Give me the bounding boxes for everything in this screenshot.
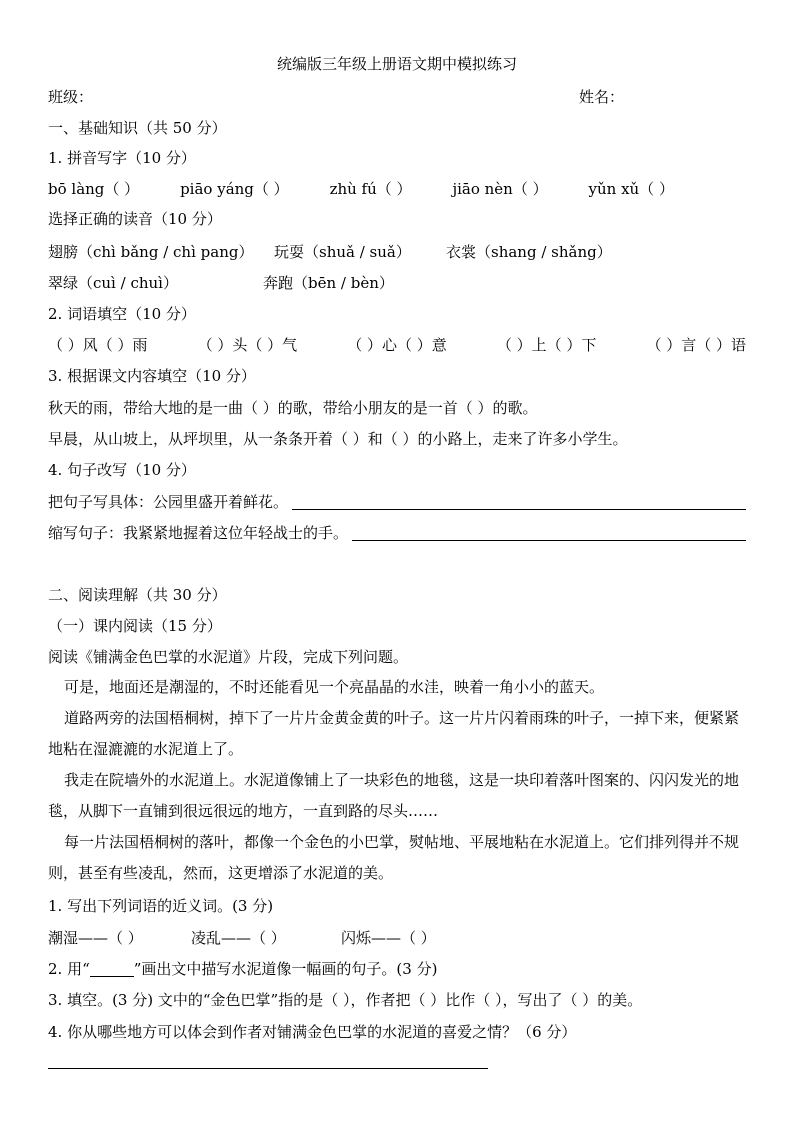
underline-mark (90, 962, 134, 977)
idiom-row (48, 333, 746, 357)
pinyin-item: jiāo nèn（ ） (452, 180, 548, 198)
section-2-heading: 二、阅读理解（共 30 分） (48, 586, 227, 604)
question-3-title: 3. 根据课文内容填空（10 分） (48, 367, 256, 385)
synonym-row (48, 926, 746, 950)
rewrite-row-1 (48, 490, 746, 514)
class-label: 班级： (48, 88, 94, 106)
name-label: 姓名： (578, 88, 624, 106)
fill-sentence-2: 早晨，从山坡上，从坪坝里，从一条条开着（ ）和（ ）的小路上，走来了许多小学生。 (48, 430, 628, 448)
reading-question-1: 1. 写出下列词语的近义词。(3 分) (48, 897, 274, 915)
answer-line[interactable] (292, 495, 746, 510)
idiom-item: （ ）上（ ）下 (496, 336, 597, 354)
rewrite-prompt-1: 把句子写具体：公园里盛开着鲜花。 (48, 493, 289, 511)
select-reading-title: 选择正确的读音（10 分） (48, 210, 222, 228)
section-1-heading: 一、基础知识（共 50 分） (48, 119, 227, 137)
page-title: 统编版三年级上册语文期中模拟练习 (276, 55, 517, 73)
subsection-1-title: （一）课内阅读（15 分） (48, 617, 222, 635)
passage-paragraph-4: 每一片法国梧桐树的落叶，都像一个金色的小巴掌，熨帖地、平展地粘在水泥道上。它们排列得并不规则，甚至有些凌乱，然而，这更增添了水泥道的美。 (48, 833, 740, 882)
passage-paragraph-3: 我走在院墙外的水泥道上。水泥道像铺上了一块彩色的地毯，这是一块印着落叶图案的、闪闪发光的地毯，从脚下一直铺到很远很远的地方，一直到路的尽头…… (48, 771, 740, 820)
question-4-title: 4. 句子改写（10 分） (48, 461, 196, 479)
rq2-prefix: 2. 用“ (48, 960, 90, 978)
synonym-item: 闪烁——（ ） (341, 929, 436, 947)
reading-item: 翠绿（cuì / chuì） (48, 274, 178, 292)
question-1-title: 1. 拼音写字（10 分） (48, 149, 196, 167)
pinyin-item: yǔn xǔ（ ） (588, 180, 674, 198)
reading-question-2 (48, 957, 746, 981)
reading-row-2 (48, 271, 746, 295)
reading-question-3: 3. 填空。(3 分) 文中的“金色巴掌”指的是（ ），作者把（ ）比作（ ），写出了（ ）的美。 (48, 991, 643, 1009)
idiom-item: （ ）头（ ）气 (197, 336, 298, 354)
reading-item: 衣裳（shang / shǎng） (446, 243, 612, 261)
idiom-item: （ ）风（ ）雨 (48, 336, 148, 354)
reading-item: 玩耍（shuǎ / suǎ） (274, 243, 411, 261)
rewrite-prompt-2: 缩写句子：我紧紧地握着这位年轻战士的手。 (48, 524, 349, 542)
student-info-row (48, 85, 746, 109)
rewrite-row-2 (48, 521, 746, 545)
synonym-item: 凌乱——（ ） (191, 929, 286, 947)
pinyin-row (48, 177, 674, 201)
idiom-item: （ ）言（ ）语 (646, 336, 746, 354)
question-2-title: 2. 词语填空（10 分） (48, 305, 196, 323)
reading-question-4: 4. 你从哪些地方可以体会到作者对铺满金色巴掌的水泥道的喜爱之情？（6 分） (48, 1023, 577, 1041)
passage-paragraph-1: 可是，地面还是潮湿的，不时还能看见一个亮晶晶的水洼，映着一角小小的蓝天。 (64, 678, 605, 696)
fill-sentence-1: 秋天的雨，带给大地的是一曲（ ）的歌，带给小朋友的是一首（ ）的歌。 (48, 399, 538, 417)
answer-line[interactable] (48, 1068, 488, 1069)
idiom-item: （ ）心（ ）意 (347, 336, 447, 354)
pinyin-item: piāo yáng（ ） (180, 180, 289, 198)
reading-row-1 (48, 240, 746, 264)
reading-intro: 阅读《铺满金色巴掌的水泥道》片段，完成下列问题。 (48, 648, 409, 666)
answer-line[interactable] (352, 526, 746, 541)
pinyin-item: zhù fú（ ） (329, 180, 412, 198)
reading-item: 翅膀（chì bǎng / chì pang） (48, 243, 254, 261)
reading-item: 奔跑（bēn / bèn） (263, 274, 394, 292)
passage-paragraph-2: 道路两旁的法国梧桐树，掉下了一片片金黄金黄的叶子。这一片片闪着雨珠的叶子，一掉下来，便紧紧地粘在湿漉漉的水泥道上了。 (48, 709, 740, 758)
synonym-item: 潮湿——（ ） (48, 929, 143, 947)
rq2-suffix: ”画出文中描写水泥道像一幅画的句子。(3 分) (133, 960, 438, 978)
pinyin-item: bō làng（ ） (48, 180, 140, 198)
